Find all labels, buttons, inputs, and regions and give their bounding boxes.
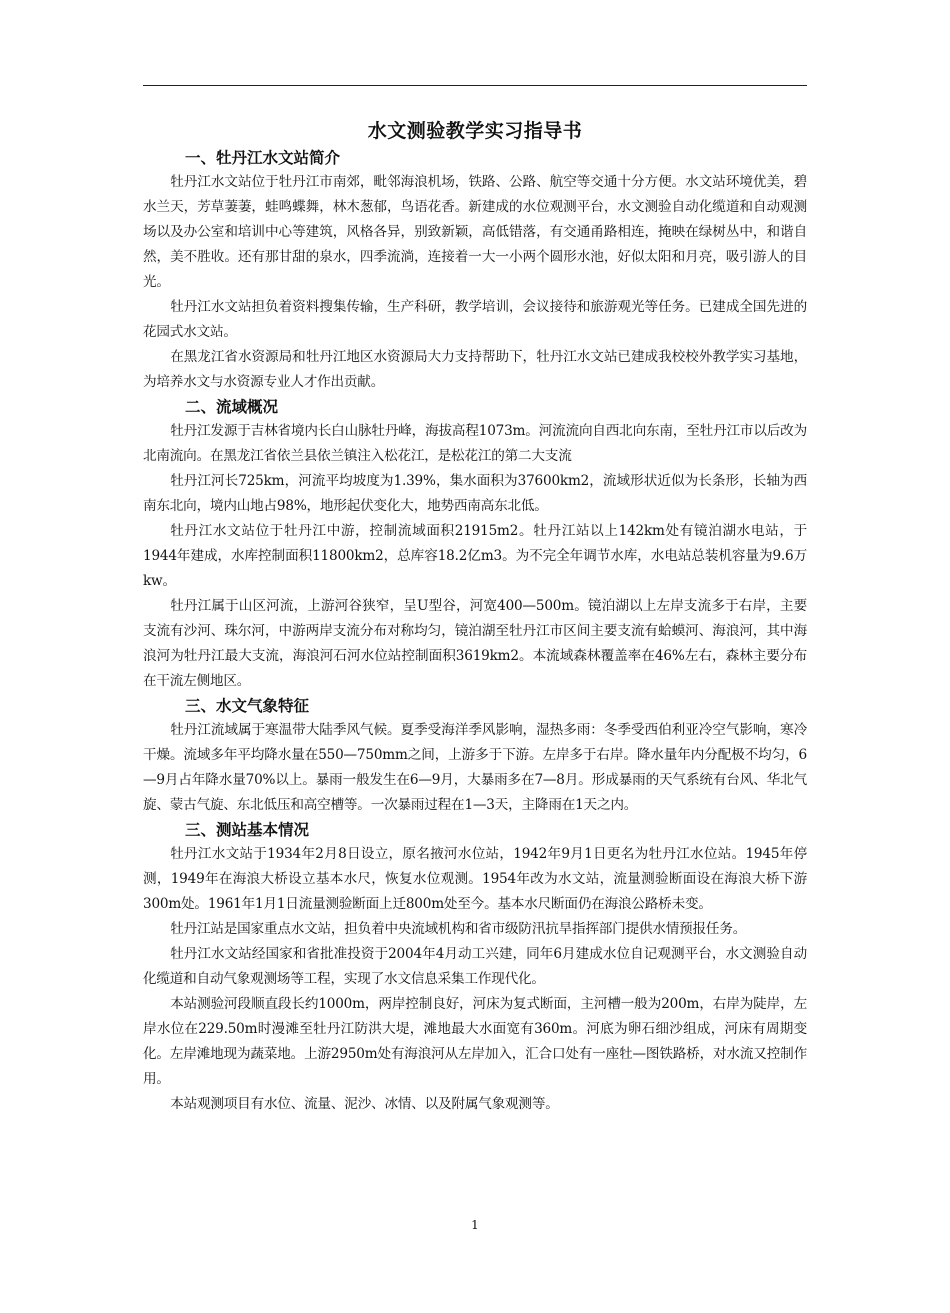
paragraph: 牡丹江属于山区河流，上游河谷狭窄，呈U型谷，河宽400—500m。镜泊湖以上左岸支流多于右岸，主要支流有沙河、珠尔河，中游两岸支流分布对称均匀，镜泊湖至牡丹江市区间主要支流有蛤蟆河、海浪河，其中海浪河为牡丹江最大支流，海浪河石河水位站控制面积3619km2。本流域森林覆盖率在46%左右，森林主要分布在干流左侧地区。 [143,598,807,689]
paragraph: 牡丹江水文站经国家和省批准投资于2004年4月动工兴建，同年6月建成水位自记观测平台，水文测验自动化缆道和自动气象观测场等工程，实现了水文信息采集工作现代化。 [143,946,807,987]
document-title: 水文测验教学实习指导书 [367,120,583,142]
document-body [143,116,807,1117]
section-heading: 一、牡丹江水文站简介 [185,149,341,167]
section-heading: 三、水文气象特征 [185,697,310,715]
paragraph: 牡丹江发源于吉林省境内长白山脉牡丹峰，海拔高程1073m。河流流向自西北向东南，至牡丹江市以后改为北南流向。在黑龙江省依兰县依兰镇注入松花江，是松花江的第二大支流 [143,423,807,464]
paragraph: 牡丹江水文站于1934年2月8日设立，原名掖河水位站，1942年9月1日更名为牡丹江水位站。1945年停测，1949年在海浪大桥设立基本水尺，恢复水位观测。1954年改为水文站，流量测验断面设在海浪大桥下游300m处。1961年1月1日流量测验断面上迁800m处至今。基本水尺断面仍在海浪公路桥未变。 [143,846,807,912]
paragraph: 牡丹江水文站位于牡丹江中游，控制流域面积21915m2。牡丹江站以上142km处有镜泊湖水电站，于1944年建成，水库控制面积11800km2，总库容18.2亿m3。为不完全年调节水库，水电站总装机容量为9.6万kw。 [143,523,807,589]
page-number: 1 [471,1218,479,1232]
header-rule [143,85,807,86]
paragraph: 牡丹江流域属于寒温带大陆季风气候。夏季受海洋季风影响，湿热多雨：冬季受西伯利亚冷空气影响，寒冷干燥。流域多年平均降水量在550—750mm之间，上游多于下游。左岸多于右岸。降水量年内分配极不均匀，6—9月占年降水量70%以上。暴雨一般发生在6—9月，大暴雨多在7—8月。形成暴雨的天气系统有台风、华北气旋、蒙古气旋、东北低压和高空槽等。一次暴雨过程在1—3天，主降雨在1天之内。 [143,722,807,813]
paragraph: 本站观测项目有水位、流量、泥沙、冰情、以及附属气象观测等。 [170,1096,559,1112]
paragraph: 牡丹江河长725km，河流平均坡度为1.39%，集水面积为37600km2，流域形状近似为长条形，长轴为西南东北向，境内山地占98%，地形起伏变化大，地势西南高东北低。 [143,473,807,514]
paragraph: 牡丹江水文站担负着资料搜集传输，生产科研，教学培训，会议接待和旅游观光等任务。已建成全国先进的花园式水文站。 [143,299,807,340]
section-heading: 三、测站基本情况 [185,821,310,839]
section-heading: 二、流域概况 [185,398,279,416]
paragraph: 在黑龙江省水资源局和牡丹江地区水资源局大力支持帮助下，牡丹江水文站已建成我校校外教学实习基地，为培养水文与水资源专业人才作出贡献。 [143,349,807,390]
paragraph: 牡丹江水文站位于牡丹江市南郊，毗邻海浪机场，铁路、公路、航空等交通十分方便。水文站环境优美，碧水兰天，芳草萋萋，蛙鸣蝶舞，林木葱郁，鸟语花香。新建成的水位观测平台，水文测验自动化缆道和自动观测场以及办公室和培训中心等建筑，风格各异，别致新颖，高低错落，有交通甬路相连，掩映在绿树丛中，和谐自然，美不胜收。还有那甘甜的泉水，四季流淌，连接着一大一小两个圆形水池，好似太阳和月亮，吸引游人的目光。 [143,174,807,290]
paragraph: 牡丹江站是国家重点水文站，担负着中央流域机构和省市级防汛抗旱指挥部门提供水情预报任务。 [170,921,747,937]
paragraph: 本站测验河段顺直段长约1000m，两岸控制良好，河床为复式断面，主河槽一般为200m，右岸为陡岸，左岸水位在229.50m时漫滩至牡丹江防洪大堤，滩地最大水面宽有360m。河底为卵石细沙组成，河床有周期变化。左岸滩地现为蔬菜地。上游2950m处有海浪河从左岸加入，汇合口处有一座牡—图铁路桥，对水流又控制作用。 [143,996,807,1087]
